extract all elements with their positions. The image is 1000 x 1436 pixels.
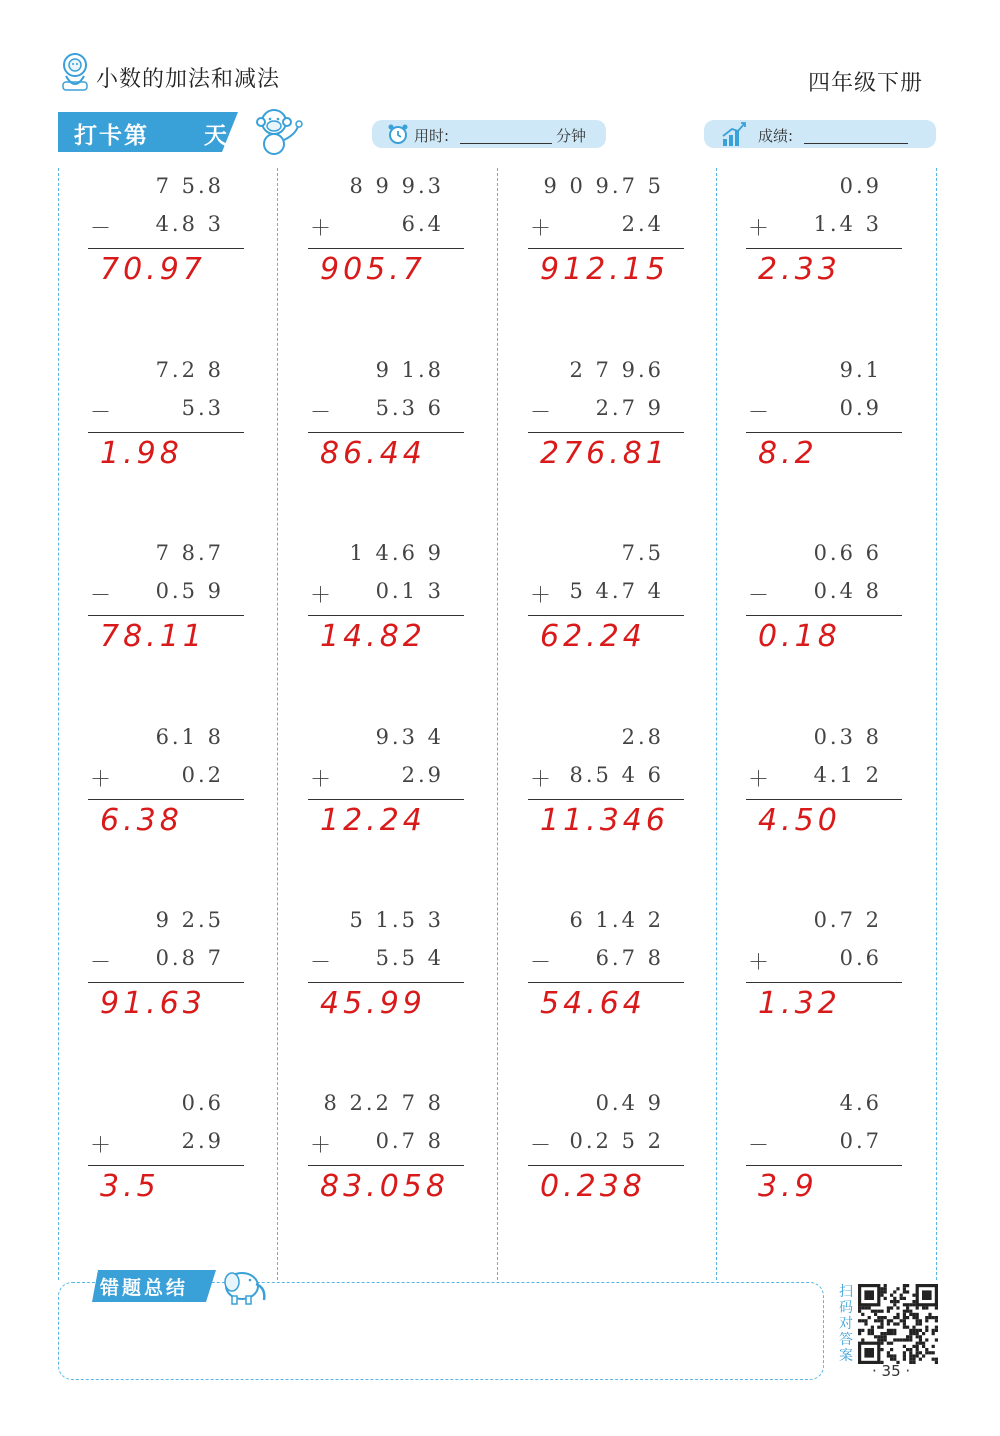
operand-top: 8 9 9.3	[349, 174, 444, 198]
operand-top: 5 1.5 3	[349, 908, 444, 932]
operand-bottom: 2.7 9	[595, 396, 664, 420]
answer-rule	[528, 982, 684, 983]
operand-bottom: 8.5 4 6	[569, 763, 664, 787]
answer-rule	[746, 982, 902, 983]
operand-bottom: 6.7 8	[595, 946, 664, 970]
operand-bottom: 0.9	[839, 396, 882, 420]
operand-bottom: 0.1 3	[375, 579, 444, 603]
operator: ＋	[310, 216, 334, 240]
operator: －	[748, 583, 772, 607]
operand-bottom: 4.8 3	[155, 212, 224, 236]
column-divider	[277, 168, 278, 1280]
operand-bottom: 1.4 3	[813, 212, 882, 236]
operator: －	[530, 1133, 554, 1157]
handwritten-answer: 11.346	[540, 803, 669, 838]
operand-bottom: 0.4 8	[813, 579, 882, 603]
answer-rule	[528, 615, 684, 616]
handwritten-answer: 4.50	[758, 803, 841, 838]
topic-title: 小数的加法和减法	[96, 67, 281, 92]
answer-rule	[88, 1165, 244, 1166]
operator: －	[90, 950, 114, 974]
time-label: 用时:	[414, 127, 450, 145]
operand-top: 0.9	[839, 174, 882, 198]
operand-bottom: 4.1 2	[813, 763, 882, 787]
handwritten-answer: 3.9	[758, 1169, 818, 1204]
operator: ＋	[90, 1133, 114, 1157]
operand-top: 1 4.6 9	[349, 541, 444, 565]
alarm-clock-icon	[386, 122, 410, 146]
handwritten-answer: 45.99	[320, 986, 426, 1021]
operand-top: 7.5	[621, 541, 664, 565]
handwritten-answer: 78.11	[100, 619, 206, 654]
operand-top: 7 8.7	[155, 541, 224, 565]
handwritten-answer: 1.32	[758, 986, 841, 1021]
answer-rule	[528, 248, 684, 249]
operand-top: 0.3 8	[813, 725, 882, 749]
handwritten-answer: 83.058	[320, 1169, 449, 1204]
answer-rule	[88, 615, 244, 616]
operand-bottom: 2.9	[181, 1129, 224, 1153]
operand-top: 0.6	[181, 1091, 224, 1115]
answer-rule	[308, 248, 464, 249]
operand-top: 4.6	[839, 1091, 882, 1115]
answer-rule	[308, 799, 464, 800]
answer-rule	[308, 432, 464, 433]
operand-top: 9 2.5	[155, 908, 224, 932]
answer-rule	[88, 982, 244, 983]
time-input-line[interactable]	[460, 127, 552, 144]
answer-rule	[88, 799, 244, 800]
answer-rule	[746, 1165, 902, 1166]
operand-top: 2 7 9.6	[569, 358, 664, 382]
lion-icon	[58, 52, 92, 92]
operator: －	[310, 400, 334, 424]
operand-bottom: 5.5 4	[375, 946, 444, 970]
answer-rule	[528, 799, 684, 800]
operand-top: 0.4 9	[595, 1091, 664, 1115]
answer-rule	[88, 248, 244, 249]
operand-top: 7.2 8	[155, 358, 224, 382]
handwritten-answer: 912.15	[540, 252, 669, 287]
qr-code[interactable]	[858, 1284, 938, 1364]
handwritten-answer: 0.18	[758, 619, 841, 654]
handwritten-answer: 54.64	[540, 986, 646, 1021]
elephant-icon	[216, 1264, 270, 1306]
answer-rule	[528, 432, 684, 433]
column-divider	[497, 168, 498, 1280]
answer-rule	[308, 982, 464, 983]
checkin-day: 天	[204, 123, 227, 149]
operand-top: 2.8	[621, 725, 664, 749]
scan-answer-text: 扫码对答案	[839, 1284, 853, 1364]
operator: ＋	[310, 1133, 334, 1157]
operand-bottom: 0.7	[839, 1129, 882, 1153]
operand-bottom: 0.2	[181, 763, 224, 787]
handwritten-answer: 905.7	[320, 252, 426, 287]
handwritten-answer: 6.38	[100, 803, 183, 838]
operand-bottom: 0.7 8	[375, 1129, 444, 1153]
monkey-icon	[250, 104, 306, 158]
handwritten-answer: 86.44	[320, 436, 426, 471]
operand-bottom: 0.5 9	[155, 579, 224, 603]
operator: ＋	[530, 216, 554, 240]
score-input-line[interactable]	[804, 127, 908, 144]
handwritten-answer: 2.33	[758, 252, 841, 287]
operator: －	[530, 950, 554, 974]
operand-top: 8 2.2 7 8	[323, 1091, 444, 1115]
operand-top: 9.3 4	[375, 725, 444, 749]
column-divider	[58, 168, 59, 1280]
operand-top: 7 5.8	[155, 174, 224, 198]
handwritten-answer: 0.238	[540, 1169, 646, 1204]
operand-bottom: 6.4	[401, 212, 444, 236]
operand-top: 9 0 9.7 5	[543, 174, 664, 198]
operator: ＋	[530, 767, 554, 791]
operand-bottom: 5.3 6	[375, 396, 444, 420]
time-unit: 分钟	[556, 127, 587, 145]
answer-rule	[746, 799, 902, 800]
handwritten-answer: 8.2	[758, 436, 818, 471]
column-divider	[936, 168, 937, 1280]
operand-bottom: 2.4	[621, 212, 664, 236]
operator: ＋	[748, 767, 772, 791]
handwritten-answer: 70.97	[100, 252, 206, 287]
operand-bottom: 0.8 7	[155, 946, 224, 970]
operand-bottom: 2.9	[401, 763, 444, 787]
score-label: 成绩:	[758, 127, 794, 145]
operand-top: 0.6 6	[813, 541, 882, 565]
operator: －	[310, 950, 334, 974]
handwritten-answer: 276.81	[540, 436, 669, 471]
handwritten-answer: 3.5	[100, 1169, 160, 1204]
summary-label: 错题总结	[100, 1277, 189, 1299]
operator: ＋	[310, 767, 334, 791]
answer-rule	[88, 432, 244, 433]
operand-top: 9.1	[839, 358, 882, 382]
operator: ＋	[748, 216, 772, 240]
handwritten-answer: 14.82	[320, 619, 426, 654]
operand-bottom: 5 4.7 4	[569, 579, 664, 603]
answer-rule	[746, 615, 902, 616]
operand-top: 0.7 2	[813, 908, 882, 932]
checkin-text: 打卡第	[74, 123, 149, 149]
handwritten-answer: 1.98	[100, 436, 183, 471]
answer-rule	[746, 248, 902, 249]
operator: －	[530, 400, 554, 424]
operand-bottom: 5.3	[181, 396, 224, 420]
operator: －	[90, 400, 114, 424]
operator: ＋	[90, 767, 114, 791]
operator: －	[748, 400, 772, 424]
grade-label: 四年级下册	[808, 71, 924, 96]
operand-bottom: 0.6	[839, 946, 882, 970]
column-divider	[716, 168, 717, 1280]
handwritten-answer: 12.24	[320, 803, 426, 838]
operand-bottom: 0.2 5 2	[569, 1129, 664, 1153]
operator: ＋	[310, 583, 334, 607]
operand-top: 9 1.8	[375, 358, 444, 382]
operator: －	[90, 216, 114, 240]
operand-top: 6 1.4 2	[569, 908, 664, 932]
operator: －	[748, 1133, 772, 1157]
operand-top: 6.1 8	[155, 725, 224, 749]
operator: ＋	[748, 950, 772, 974]
operator: －	[90, 583, 114, 607]
answer-rule	[746, 432, 902, 433]
answer-rule	[308, 615, 464, 616]
page-number: · 35 ·	[872, 1362, 911, 1380]
operator: ＋	[530, 583, 554, 607]
answer-rule	[308, 1165, 464, 1166]
handwritten-answer: 62.24	[540, 619, 646, 654]
growth-chart-icon	[720, 120, 748, 148]
handwritten-answer: 91.63	[100, 986, 206, 1021]
answer-rule	[528, 1165, 684, 1166]
